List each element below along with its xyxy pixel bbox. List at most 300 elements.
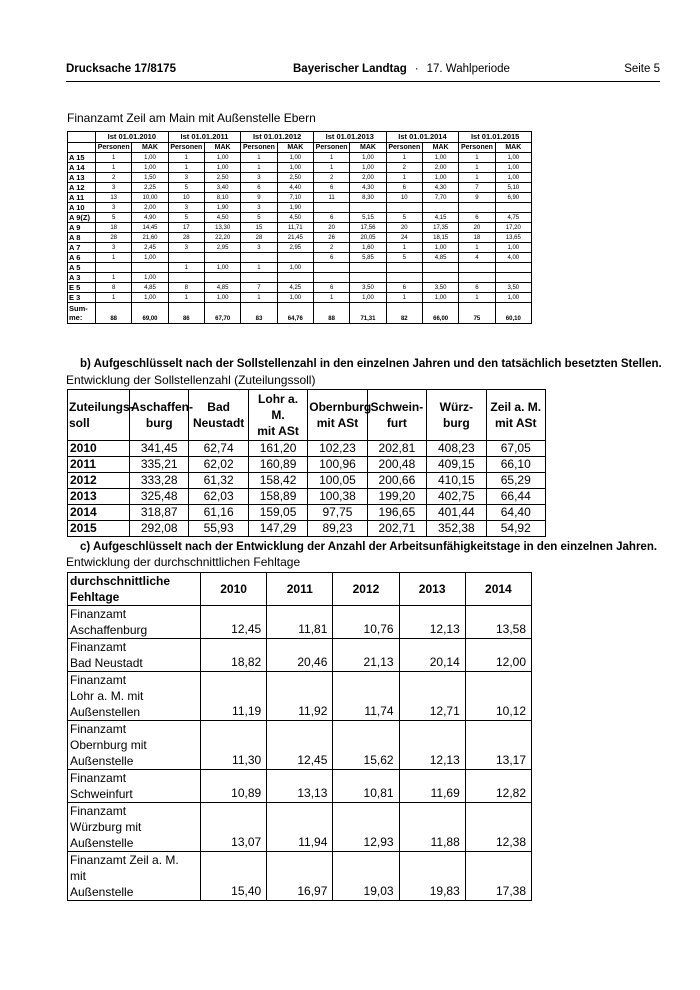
sick-days-value: 20,14 (399, 639, 465, 672)
sick-days-value: 11,94 (267, 803, 333, 852)
persons-header: Personen (168, 143, 204, 153)
mak-cell: 4,50 (277, 213, 313, 223)
mak-cell: 1,00 (495, 153, 531, 163)
mak-cell: 4,40 (277, 183, 313, 193)
persons-cell: 8 (96, 283, 132, 293)
sick-days-table (67, 572, 532, 901)
persons-cell: 1 (96, 293, 132, 303)
persons-cell: 2 (96, 173, 132, 183)
year-header: Ist 01.01.2014 (386, 132, 459, 143)
year-cell: 2015 (68, 521, 130, 537)
table-row (68, 233, 532, 243)
mak-cell (422, 203, 458, 213)
mak-cell: 7,10 (277, 193, 313, 203)
persons-cell: 3 (96, 183, 132, 193)
mak-cell: 3,40 (204, 183, 240, 193)
mak-cell: 2,50 (277, 173, 313, 183)
persons-cell: 7 (241, 283, 277, 293)
tax-office-name: Finanzamt Lohr a. M. mit Außenstellen (68, 672, 201, 721)
value-cell: 147,29 (248, 521, 307, 537)
mak-cell: 2,50 (204, 173, 240, 183)
staffing-corner-cell (68, 143, 96, 153)
persons-cell: 6 (241, 183, 277, 193)
page-header (66, 63, 660, 79)
mak-cell: 4,85 (422, 253, 458, 263)
mak-cell: 1,00 (422, 293, 458, 303)
table-row (68, 203, 532, 213)
mak-cell: 1,00 (277, 293, 313, 303)
value-cell: 66,10 (486, 457, 545, 473)
value-cell: 341,45 (130, 441, 189, 457)
persons-cell: 2 (313, 243, 349, 253)
sick-days-value: 11,81 (267, 606, 333, 639)
sick-days-value: 13,17 (465, 721, 531, 770)
mak-cell: 4,30 (350, 183, 386, 193)
persons-cell: 3 (241, 173, 277, 183)
value-cell: 200,66 (367, 473, 426, 489)
persons-cell: 3 (168, 203, 204, 213)
mak-cell: 7,70 (422, 193, 458, 203)
mak-cell: 1,50 (132, 173, 168, 183)
year-header: 2014 (465, 573, 531, 606)
column-header (486, 390, 545, 441)
grade-label: A 13 (68, 173, 96, 183)
mak-cell: 4,75 (495, 213, 531, 223)
year-cell: 2014 (68, 505, 130, 521)
sick-days-value: 12,13 (399, 606, 465, 639)
mak-cell: 4,00 (495, 253, 531, 263)
staffing-subheader-row (68, 143, 532, 153)
sum-cell: 75 (459, 303, 495, 324)
column-header-line: furt (386, 416, 407, 430)
table-row (68, 473, 546, 489)
grade-label: A 6 (68, 253, 96, 263)
persons-cell: 1 (459, 153, 495, 163)
grade-label: E 3 (68, 293, 96, 303)
table-row (68, 489, 546, 505)
mak-cell: 1,00 (204, 153, 240, 163)
column-header (130, 390, 194, 441)
tax-office-name: Finanzamt Würzburg mit Außenstelle (68, 803, 201, 852)
table-row (68, 193, 532, 203)
value-cell: 158,42 (248, 473, 307, 489)
persons-cell: 20 (459, 223, 495, 233)
grade-label: A 9(Z) (68, 213, 96, 223)
value-cell: 102,23 (308, 441, 367, 457)
table-row (68, 283, 532, 293)
persons-cell (168, 253, 204, 263)
persons-cell: 5 (168, 213, 204, 223)
grade-label: A 15 (68, 153, 96, 163)
persons-cell: 6 (386, 283, 422, 293)
persons-cell: 3 (96, 203, 132, 213)
mak-cell: 4,85 (204, 283, 240, 293)
target-positions-table (67, 389, 546, 537)
column-header-line: soll (69, 416, 90, 430)
column-header-line: mit ASt (494, 416, 537, 430)
column-header (189, 390, 248, 441)
persons-cell: 1 (241, 293, 277, 303)
section-c-heading: c) Aufgeschlüsselt nach der Entwicklung der Anzahl der Arbeitsunfähigkeitstage in den einzelnen Jahren. (80, 541, 658, 553)
value-cell: 64,40 (486, 505, 545, 521)
table-row (68, 770, 532, 803)
sum-cell: 66,00 (422, 303, 458, 324)
table-row (68, 441, 546, 457)
mak-cell: 1,00 (204, 263, 240, 273)
column-header (308, 390, 372, 441)
persons-cell (459, 203, 495, 213)
mak-cell: 17,35 (422, 223, 458, 233)
year-header: Ist 01.01.2013 (313, 132, 386, 143)
persons-cell (96, 263, 132, 273)
persons-header: Personen (386, 143, 422, 153)
sick-days-value: 20,46 (267, 639, 333, 672)
column-header (68, 390, 134, 441)
year-header: Ist 01.01.2015 (459, 132, 532, 143)
column-header-line: Bad (207, 400, 230, 414)
table-row (68, 721, 532, 770)
table-row (68, 213, 532, 223)
year-cell: 2012 (68, 473, 130, 489)
mak-header: MAK (422, 143, 458, 153)
mak-cell: 22,20 (204, 233, 240, 243)
persons-cell: 17 (168, 223, 204, 233)
grade-label: A 3 (68, 273, 96, 283)
sick-days-value: 19,03 (333, 852, 399, 901)
table-row (68, 672, 532, 721)
persons-cell: 1 (459, 163, 495, 173)
year-header: Ist 01.01.2012 (241, 132, 314, 143)
persons-cell: 7 (459, 183, 495, 193)
section-c-subheading: Entwicklung der durchschnittlichen Fehltage (66, 555, 301, 569)
sick-days-value: 12,93 (333, 803, 399, 852)
mak-cell: 4,25 (277, 283, 313, 293)
mak-cell: 1,00 (422, 243, 458, 253)
sick-days-value: 17,38 (465, 852, 531, 901)
mak-cell: 11,71 (277, 223, 313, 233)
persons-cell: 20 (313, 223, 349, 233)
persons-cell (386, 263, 422, 273)
persons-cell: 1 (386, 293, 422, 303)
sick-days-header-row (68, 573, 532, 606)
persons-cell: 3 (168, 243, 204, 253)
mak-cell: 1,00 (277, 163, 313, 173)
persons-cell: 6 (386, 183, 422, 193)
column-header-line: Schwein- (370, 400, 424, 414)
value-cell: 202,71 (367, 521, 426, 537)
table-row (68, 263, 532, 273)
persons-cell: 1 (386, 153, 422, 163)
table-row (68, 253, 532, 263)
year-cell: 2011 (68, 457, 130, 473)
value-cell: 200,48 (367, 457, 426, 473)
staffing-year-header-row (68, 132, 532, 143)
value-cell: 61,32 (189, 473, 248, 489)
persons-cell: 18 (96, 223, 132, 233)
mak-cell: 2,45 (132, 243, 168, 253)
sick-days-value: 13,07 (201, 803, 267, 852)
grade-label: A 12 (68, 183, 96, 193)
mak-cell (495, 263, 531, 273)
mak-cell (495, 203, 531, 213)
value-cell: 62,02 (189, 457, 248, 473)
persons-header: Personen (96, 143, 132, 153)
sick-days-value: 11,19 (201, 672, 267, 721)
sick-days-value: 12,00 (465, 639, 531, 672)
sum-cell: 82 (386, 303, 422, 324)
sick-days-value: 10,81 (333, 770, 399, 803)
staffing-corner-cell (68, 132, 96, 143)
mak-cell: 4,30 (422, 183, 458, 193)
persons-cell: 1 (168, 293, 204, 303)
mak-cell: 1,00 (132, 273, 168, 283)
column-header-line: burg (145, 416, 173, 430)
column-header-line: mit ASt (257, 424, 299, 438)
value-cell: 100,05 (308, 473, 367, 489)
sum-label (68, 303, 96, 324)
persons-cell: 6 (313, 283, 349, 293)
staffing-table-body (68, 153, 532, 324)
persons-cell (168, 273, 204, 283)
table-row (68, 803, 532, 852)
mak-cell: 2,00 (350, 173, 386, 183)
sum-cell: 64,76 (277, 303, 313, 324)
section-b-subheading: Entwicklung der Sollstellenzahl (Zuteilungssoll) (66, 373, 316, 387)
mak-cell: 6,90 (495, 193, 531, 203)
sick-days-value: 19,83 (399, 852, 465, 901)
persons-cell: 5 (168, 183, 204, 193)
persons-cell (459, 263, 495, 273)
table-row (68, 639, 532, 672)
sum-row (68, 303, 532, 324)
mak-cell: 1,00 (277, 153, 313, 163)
tax-office-name: Finanzamt Aschaffenburg (68, 606, 201, 639)
persons-cell: 6 (313, 213, 349, 223)
value-cell: 325,48 (130, 489, 189, 505)
persons-cell (313, 273, 349, 283)
year-header: 2011 (267, 573, 333, 606)
header-separator: · (414, 63, 419, 75)
mak-cell: 1,00 (495, 243, 531, 253)
mak-cell (204, 273, 240, 283)
value-cell: 292,08 (130, 521, 189, 537)
tax-office-name: Finanzamt Schweinfurt (68, 770, 201, 803)
value-cell: 333,28 (130, 473, 189, 489)
value-cell: 335,21 (130, 457, 189, 473)
table-row (68, 153, 532, 163)
year-cell: 2013 (68, 489, 130, 505)
mak-cell: 1,00 (132, 163, 168, 173)
sick-days-value: 10,76 (333, 606, 399, 639)
persons-cell: 1 (241, 163, 277, 173)
persons-cell: 3 (168, 173, 204, 183)
sum-cell: 88 (313, 303, 349, 324)
mak-cell: 1,90 (277, 203, 313, 213)
persons-cell: 28 (241, 233, 277, 243)
mak-cell: 3,50 (495, 283, 531, 293)
mak-cell: 18,15 (422, 233, 458, 243)
persons-cell: 6 (459, 283, 495, 293)
sick-days-body (68, 606, 532, 901)
persons-cell: 24 (386, 233, 422, 243)
column-header (248, 390, 307, 441)
persons-cell: 6 (313, 183, 349, 193)
value-cell: 62,74 (189, 441, 248, 457)
mak-cell (350, 203, 386, 213)
sick-days-value: 15,40 (201, 852, 267, 901)
value-cell: 65,29 (486, 473, 545, 489)
persons-cell (386, 203, 422, 213)
grade-label: A 8 (68, 233, 96, 243)
persons-cell: 1 (459, 173, 495, 183)
persons-cell: 1 (168, 163, 204, 173)
mak-cell: 5,10 (495, 183, 531, 193)
value-cell: 62,03 (189, 489, 248, 505)
persons-cell (313, 263, 349, 273)
mak-header: MAK (495, 143, 531, 153)
mak-cell: 1,00 (495, 163, 531, 173)
mak-cell: 1,00 (132, 153, 168, 163)
table-row (68, 273, 532, 283)
column-header-line: mit ASt (316, 416, 359, 430)
grade-label: A 9 (68, 223, 96, 233)
persons-header: Personen (241, 143, 277, 153)
sick-days-value: 13,58 (465, 606, 531, 639)
value-cell: 202,81 (367, 441, 426, 457)
persons-cell: 1 (386, 173, 422, 183)
persons-cell: 11 (313, 193, 349, 203)
target-positions-header-row (68, 390, 546, 441)
mak-cell (495, 273, 531, 283)
persons-cell: 1 (96, 253, 132, 263)
persons-cell: 9 (459, 193, 495, 203)
value-cell: 408,23 (427, 441, 486, 457)
mak-cell: 17,20 (495, 223, 531, 233)
sum-cell: 60,10 (495, 303, 531, 324)
column-header (427, 390, 486, 441)
sick-days-value: 11,92 (267, 672, 333, 721)
value-cell: 67,05 (486, 441, 545, 457)
persons-cell: 5 (386, 253, 422, 263)
sick-days-label-header: durchschnittliche Fehltage (68, 573, 201, 606)
mak-cell: 5,15 (350, 213, 386, 223)
persons-header: Personen (459, 143, 495, 153)
sum-cell: 71,31 (350, 303, 386, 324)
sick-days-value: 11,69 (399, 770, 465, 803)
year-header: 2012 (333, 573, 399, 606)
mak-cell: 13,30 (204, 223, 240, 233)
mak-header: MAK (132, 143, 168, 153)
value-cell: 66,44 (486, 489, 545, 505)
table-row (68, 457, 546, 473)
persons-cell: 10 (386, 193, 422, 203)
persons-cell: 1 (168, 153, 204, 163)
mak-cell: 5,85 (350, 253, 386, 263)
legislative-period: 17. Wahlperiode (426, 63, 510, 75)
mak-cell (422, 263, 458, 273)
sick-days-value: 12,38 (465, 803, 531, 852)
mak-cell (350, 273, 386, 283)
mak-cell: 2,00 (132, 203, 168, 213)
year-header: 2013 (399, 573, 465, 606)
persons-cell: 6 (313, 253, 349, 263)
mak-cell: 1,00 (350, 163, 386, 173)
year-header: 2010 (201, 573, 267, 606)
mak-cell: 3,50 (350, 283, 386, 293)
mak-cell: 14,45 (132, 223, 168, 233)
persons-cell: 3 (241, 203, 277, 213)
value-cell: 54,92 (486, 521, 545, 537)
table-row (68, 243, 532, 253)
mak-header: MAK (204, 143, 240, 153)
sick-days-value: 13,13 (267, 770, 333, 803)
persons-cell: 1 (313, 153, 349, 163)
sum-cell: 83 (241, 303, 277, 324)
header-rule (66, 81, 660, 82)
mak-cell: 21,60 (132, 233, 168, 243)
mak-cell: 21,45 (277, 233, 313, 243)
column-header-line: Zuteilungs- (69, 400, 134, 414)
sum-cell: 69,00 (132, 303, 168, 324)
sick-days-value: 12,71 (399, 672, 465, 721)
mak-cell: 1,60 (350, 243, 386, 253)
persons-cell: 3 (241, 243, 277, 253)
section-b-heading: b) Aufgeschlüsselt nach der Sollstellenzahl in den einzelnen Jahren und den tatsächlich besetzten Stellen. (80, 358, 662, 370)
mak-cell: 4,85 (132, 283, 168, 293)
persons-cell: 20 (386, 223, 422, 233)
value-cell: 159,05 (248, 505, 307, 521)
persons-cell: 15 (241, 223, 277, 233)
grade-label: A 11 (68, 193, 96, 203)
persons-cell: 10 (168, 193, 204, 203)
mak-cell: 1,00 (495, 173, 531, 183)
sick-days-value: 12,13 (399, 721, 465, 770)
page-number: Seite 5 (624, 63, 660, 75)
persons-cell: 28 (96, 233, 132, 243)
persons-cell: 1 (96, 163, 132, 173)
persons-cell: 5 (386, 213, 422, 223)
persons-cell (313, 203, 349, 213)
table-row (68, 163, 532, 173)
sick-days-value: 11,88 (399, 803, 465, 852)
staffing-table (67, 131, 532, 324)
persons-cell (459, 273, 495, 283)
persons-cell: 1 (313, 163, 349, 173)
table-row (68, 606, 532, 639)
value-cell: 352,38 (427, 521, 486, 537)
mak-cell: 1,00 (132, 253, 168, 263)
mak-cell (277, 273, 313, 283)
value-cell: 89,23 (308, 521, 367, 537)
column-header-line: burg (442, 416, 470, 430)
grade-label: A 7 (68, 243, 96, 253)
mak-cell: 8,10 (204, 193, 240, 203)
mak-cell: 2,00 (422, 163, 458, 173)
table-row (68, 223, 532, 233)
sick-days-value: 21,13 (333, 639, 399, 672)
sick-days-value: 12,45 (201, 606, 267, 639)
value-cell: 199,20 (367, 489, 426, 505)
persons-cell: 3 (96, 243, 132, 253)
sick-days-value: 12,82 (465, 770, 531, 803)
header-center (293, 63, 510, 75)
column-header (367, 390, 426, 441)
grade-label: A 14 (68, 163, 96, 173)
mak-cell (277, 253, 313, 263)
column-header-line: Neustadt (192, 416, 245, 430)
value-cell: 97,75 (308, 505, 367, 521)
sum-cell: 88 (96, 303, 132, 324)
